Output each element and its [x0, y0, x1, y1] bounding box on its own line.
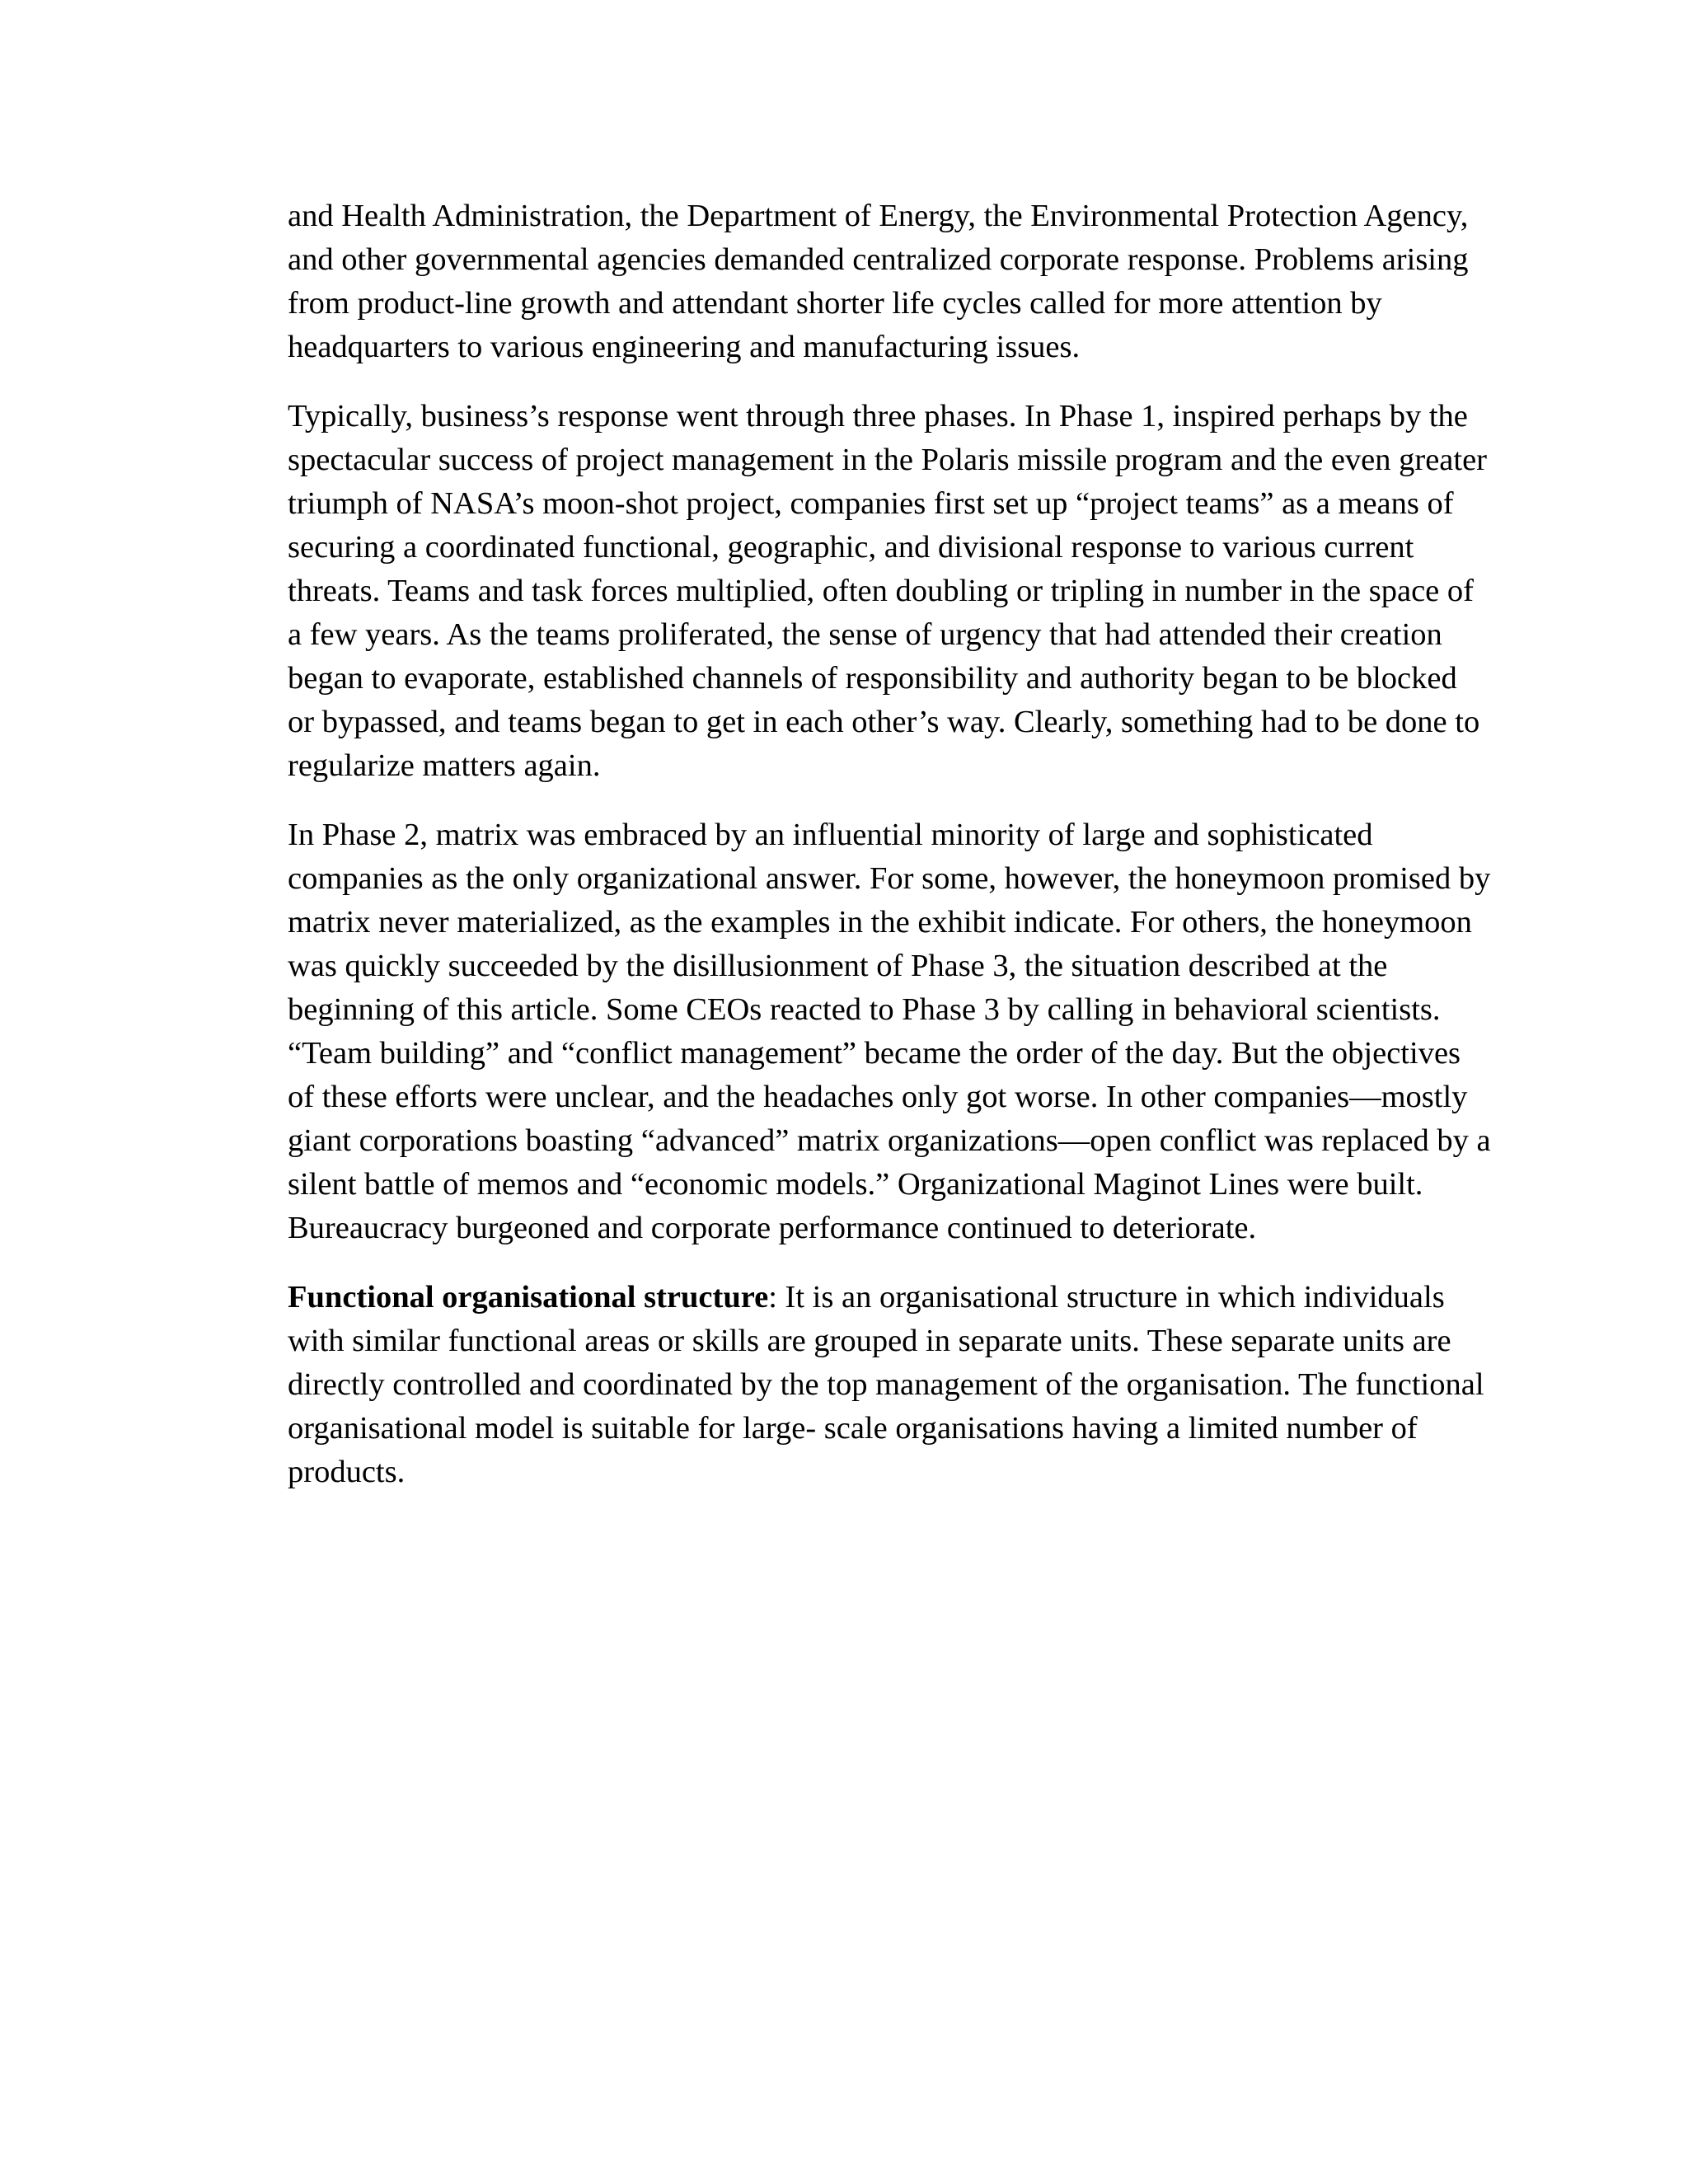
paragraph-text: : It is an organisational structure in which individuals with similar functional areas or skills are grouped in separate units. These separate units are directly controlled and coordinated by the top management of the organisation. The functional organisational model is suitable for large- scale organisations having a limited number of products.	[288, 1280, 1484, 1489]
paragraph-phase-1	[288, 395, 1491, 788]
paragraph-functional-structure	[288, 1276, 1491, 1494]
paragraph-lead-term: Functional organisational structure	[288, 1280, 769, 1315]
paragraph-phase-2	[288, 813, 1491, 1250]
document-body	[288, 194, 1491, 1494]
paragraph-text: Typically, business’s response went through three phases. In Phase 1, inspired perhaps by the spectacular success of project management in the Polaris missile program and the even greater triumph of NASA’s moon-shot project, companies first set up “project teams” as a means of securing a coordinated functional, geographic, and divisional response to various current threats. Teams and task forces multiplied, often doubling or tripling in number in the space of a few years. As the teams proliferated, the sense of urgency that had attended their creation began to evaporate, established channels of responsibility and authority began to be blocked or bypassed, and teams began to get in each other’s way. Clearly, something had to be done to regularize matters again.	[288, 399, 1487, 783]
paragraph-regulatory-pressure	[288, 194, 1491, 369]
paragraph-text: and Health Administration, the Department of Energy, the Environmental Protection Agency, and other governmental agencies demanded centralized corporate response. Problems arising from product-line growth and attendant shorter life cycles called for more attention by headquarters to various engineering and manufacturing issues.	[288, 199, 1469, 364]
paragraph-text: In Phase 2, matrix was embraced by an influential minority of large and sophisticated companies as the only organizational answer. For some, however, the honeymoon promised by matrix never materialized, as the examples in the exhibit indicate. For others, the honeymoon was quickly succeeded by the disillusionment of Phase 3, the situation described at the beginning of this article. Some CEOs reacted to Phase 3 by calling in behavioral scientists. “Team building” and “conflict management” became the order of the day. But the objectives of these efforts were unclear, and the headaches only got worse. In other companies—mostly giant corporations boasting “advanced” matrix organizations—open conflict was replaced by a silent battle of memos and “economic models.” Organizational Maginot Lines were built. Bureaucracy burgeoned and corporate performance continued to deteriorate.	[288, 818, 1491, 1245]
